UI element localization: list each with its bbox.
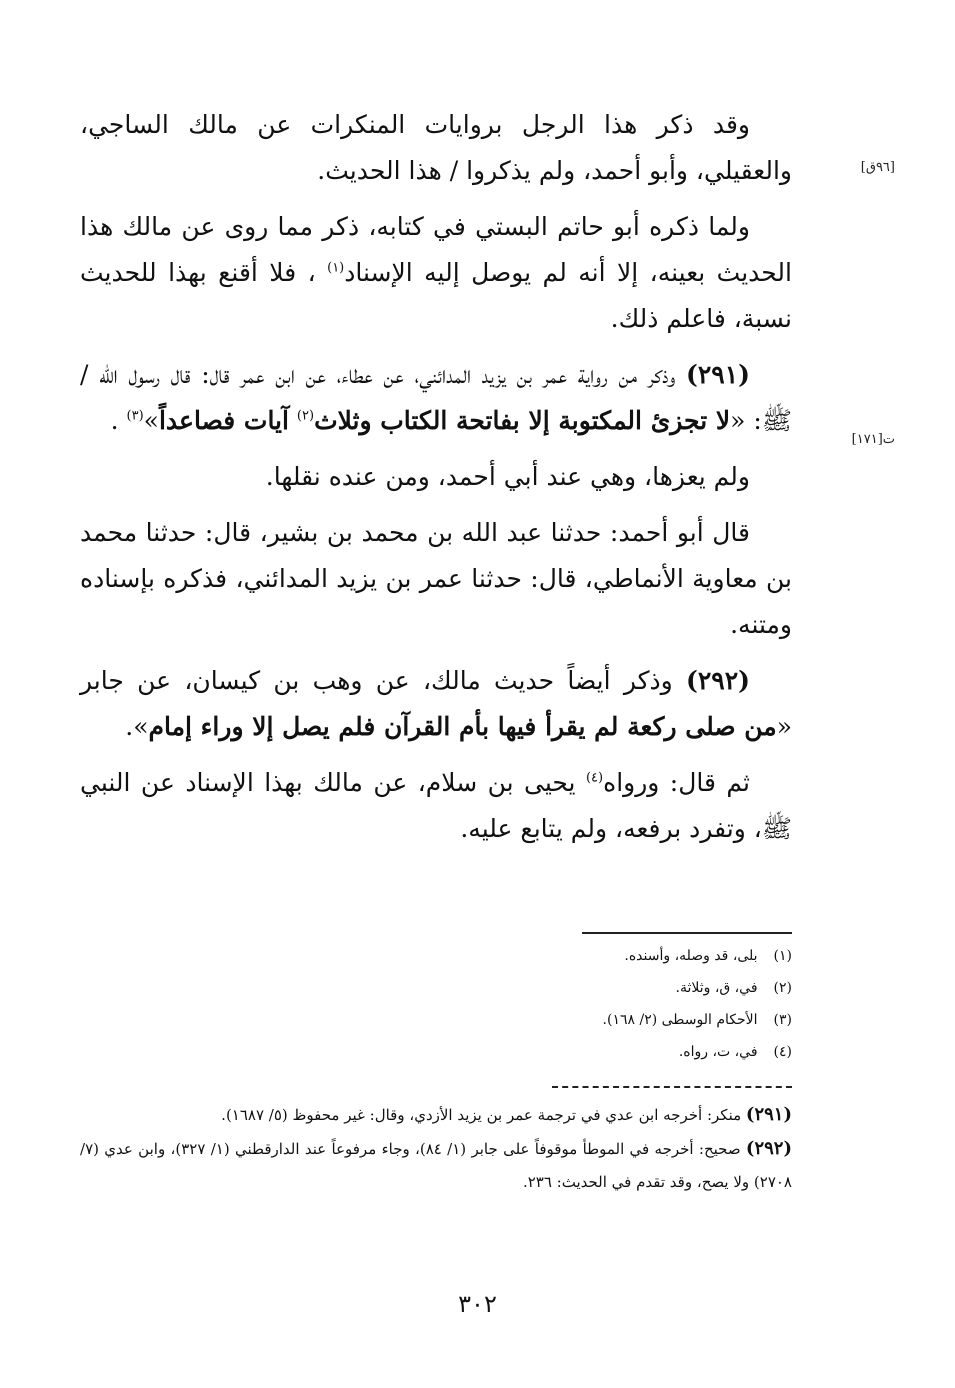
hadith-291-matn-1: لا تجزئ المكتوبة إلا بفاتحة الكتاب وثلاث [314, 406, 731, 435]
footnote-text: في، ق، وثلاثة. [675, 980, 758, 996]
reference-292 [80, 1132, 792, 1199]
paragraph-7 [80, 760, 792, 852]
hadith-number-291: (٢٩١) [686, 360, 751, 389]
footnote-ref-4: (٤) [585, 770, 604, 786]
reference-291-text: منكر: أخرجه ابن عدي في ترجمة عمر بن يزيد الأزدي، وقال: غير محفوظ (٥/ ١٦٨٧). [221, 1106, 742, 1124]
hadith-291-end: . [110, 406, 119, 435]
reference-291 [80, 1098, 792, 1132]
hadith-number-292: (٢٩٢) [686, 666, 750, 695]
footnote-text: الأحكام الوسطى (٢/ ١٦٨). [602, 1012, 758, 1028]
reference-number-292: (٢٩٢) [745, 1138, 792, 1159]
footnote-3 [80, 1004, 792, 1036]
footnote-ref-3: (٣) [126, 408, 144, 424]
paragraph-2-text-a: ولما ذكره أبو حاتم البستي في كتابه، ذكر مما روى عن مالك هذا الحديث بعينه، إلا أنه لم يوصل إليه الإسناد [80, 212, 792, 287]
footnote-1 [80, 940, 792, 972]
footnote-number: (٢) [773, 980, 792, 996]
margin-note-manuscript-t: ت[١٧١] [851, 432, 895, 447]
footnote-number: (٣) [773, 1012, 792, 1028]
footnote-number: (٤) [773, 1044, 792, 1060]
reference-number-291: (٢٩١) [745, 1104, 792, 1125]
main-text [80, 102, 792, 852]
paragraph-1 [80, 102, 792, 194]
hadith-grading-references [80, 1098, 792, 1199]
footnote-text: بلى، قد وصله، وأسنده. [624, 948, 758, 964]
reference-separator [552, 1086, 792, 1088]
footnote-2 [80, 972, 792, 1004]
paragraph-1-text: وقد ذكر هذا الرجل بروايات المنكرات عن مالك الساجي، والعقيلي، وأبو أحمد، ولم يذكروا / هذا الحديث. [80, 110, 792, 185]
paragraph-7-text-a: ثم قال: ورواه [603, 768, 750, 797]
footnote-ref-1: (١) [327, 260, 345, 276]
hadith-291-close-quote: » [143, 406, 159, 435]
hadith-292-matn: من صلى ركعة لم يقرأ فيها بأم القرآن فلم يصل إلا وراء إمام [148, 712, 777, 741]
page-number: ٣٠٢ [458, 1290, 497, 1318]
hadith-291 [80, 352, 792, 444]
hadith-291-intro: وذكر من رواية عمر بن يزيد المدائني، عن عطاء، عن ابن عمر قال: قال رسول الله / ﷺ: « [80, 360, 792, 435]
footnote-separator [582, 932, 792, 934]
hadith-292-close-quote: ». [125, 712, 149, 741]
paragraph-4 [80, 454, 792, 500]
reference-292-text: صحيح: أخرجه في الموطأ موقوفاً على جابر (١/ ٨٤)، وجاء مرفوعاً عند الدارقطني (١/ ٣٢٧)، وابن عدي (٧/ ٢٧٠٨) ولا يصح، وقد تقدم في الحديث: ٢٣٦. [80, 1140, 792, 1191]
paragraph-2-text-b: ، فلا أقنع بهذا للحديث نسبة، فاعلم ذلك. [80, 258, 792, 333]
paragraph-4-text: ولم يعزها، وهي عند أبي أحمد، ومن عنده نقلها. [265, 462, 750, 491]
paragraph-2 [80, 204, 792, 342]
hadith-292-intro: وذكر أيضاً حديث مالك، عن وهب بن كيسان، عن جابر « [80, 666, 792, 741]
hadith-292 [80, 658, 792, 750]
hadith-291-matn-2: آيات فصاعداً [158, 406, 289, 435]
footnote-ref-2: (٢) [296, 408, 315, 424]
footnote-4 [80, 1036, 792, 1068]
paragraph-5 [80, 510, 792, 648]
margin-note-manuscript-q: [٩٦ق] [860, 160, 895, 175]
footnote-number: (١) [773, 948, 792, 964]
paragraph-7-text-b: يحيى بن سلام، عن مالك بهذا الإسناد عن النبي ﷺ، وتفرد برفعه، ولم يتابع عليه. [80, 768, 792, 843]
footnotes [80, 940, 792, 1068]
footnote-text: في، ت، رواه. [678, 1044, 758, 1060]
paragraph-5-text: قال أبو أحمد: حدثنا عبد الله بن محمد بن بشير، قال: حدثنا محمد بن معاوية الأنماطي، قال: حدثنا عمر بن يزيد المدائني، فذكره بإسناده ومتنه. [80, 518, 792, 639]
